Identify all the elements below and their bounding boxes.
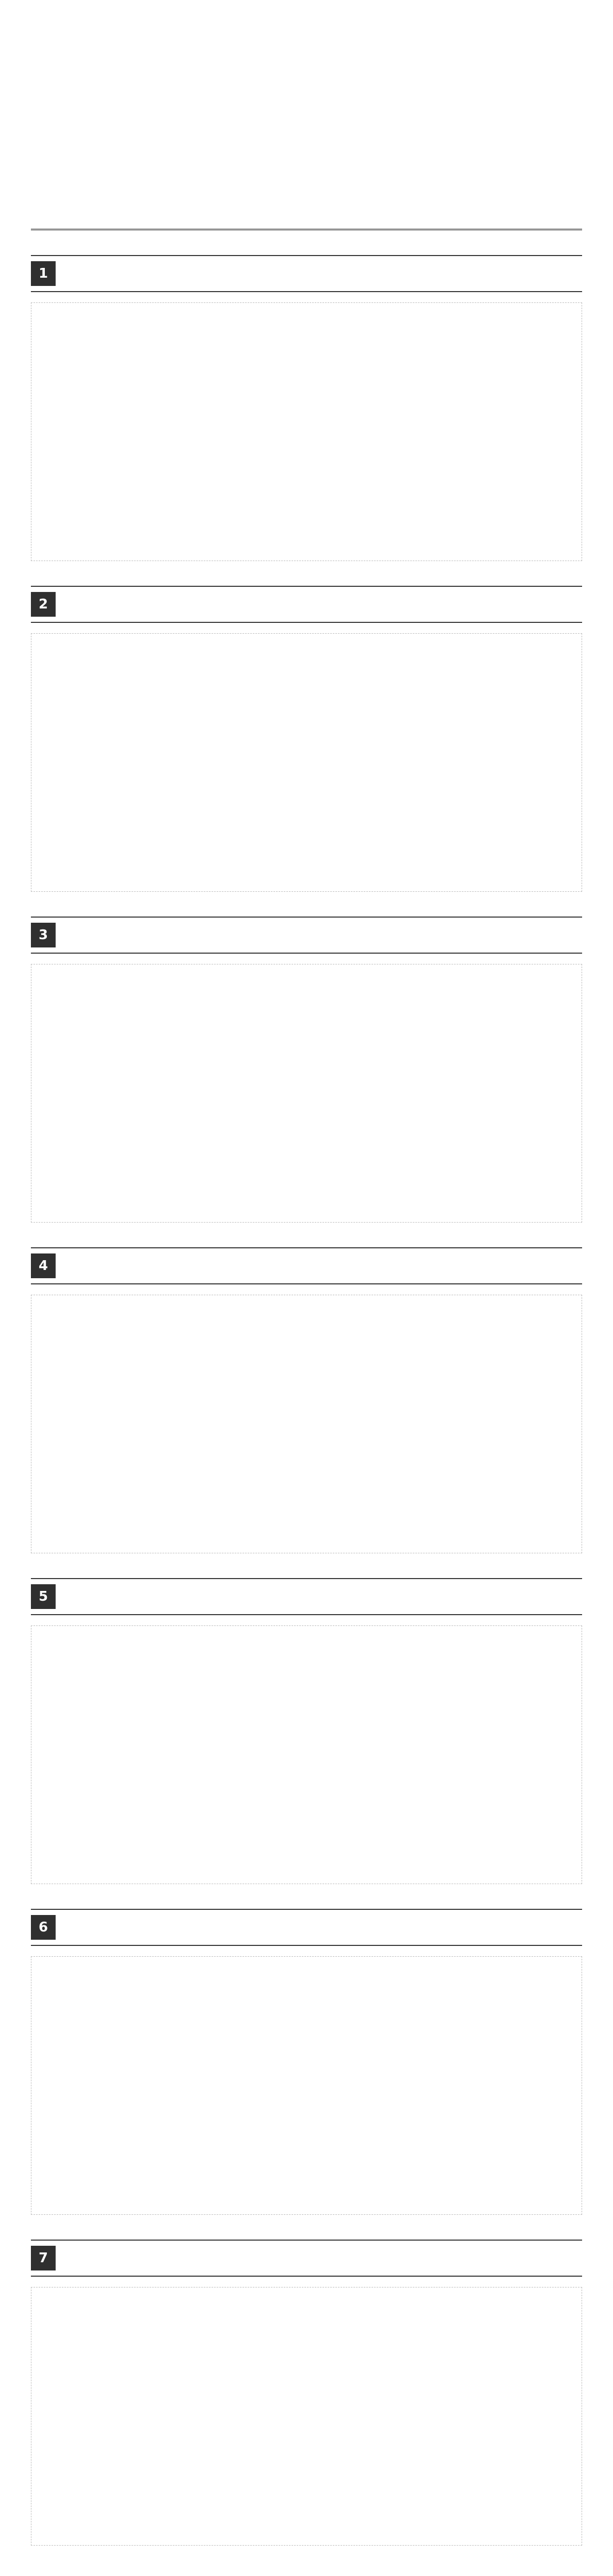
section-2 xyxy=(31,586,582,892)
section-body xyxy=(31,964,582,1223)
section-body xyxy=(31,633,582,892)
section-heading xyxy=(31,1578,582,1615)
section-7 xyxy=(31,2240,582,2546)
section-body xyxy=(31,1956,582,2215)
section-body xyxy=(31,302,582,561)
notice-title xyxy=(31,45,582,72)
section-heading xyxy=(31,586,582,623)
section-body xyxy=(31,1295,582,1553)
section-number: 1 xyxy=(31,261,56,286)
section-number: 6 xyxy=(31,1915,56,1940)
section-1 xyxy=(31,255,582,561)
section-heading xyxy=(31,2240,582,2277)
notice-header xyxy=(31,21,582,230)
section-heading xyxy=(31,255,582,292)
section-heading xyxy=(31,1909,582,1946)
section-number: 4 xyxy=(31,1253,56,1278)
notice-date xyxy=(31,181,582,199)
section-heading xyxy=(31,917,582,954)
notice-intro xyxy=(31,120,582,181)
section-5 xyxy=(31,1578,582,1884)
section-6 xyxy=(31,1909,582,2215)
section-4 xyxy=(31,1247,582,1553)
section-number: 3 xyxy=(31,923,56,947)
section-number: 7 xyxy=(31,2246,56,2270)
section-body xyxy=(31,2287,582,2546)
notice-subtitle xyxy=(31,76,582,107)
section-number: 2 xyxy=(31,592,56,617)
section-number: 5 xyxy=(31,1584,56,1609)
section-body xyxy=(31,1625,582,1884)
notice-organization xyxy=(31,199,582,216)
section-heading xyxy=(31,1247,582,1284)
section-3 xyxy=(31,917,582,1223)
notice-number xyxy=(31,21,582,36)
